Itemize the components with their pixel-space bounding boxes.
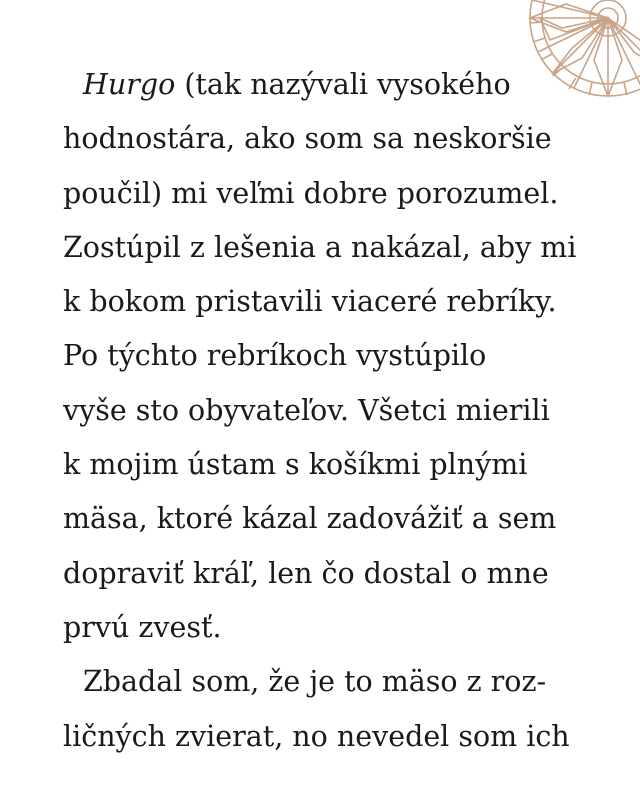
text-line: poučil) mi veľmi dobre porozumel. — [63, 176, 559, 210]
text-line: Hurgo (tak nazývali vysokého — [83, 68, 511, 101]
text-line: k bokom pristavili viaceré rebríky. — [63, 285, 557, 319]
text-line: hodnostára, ako som sa neskoršie — [63, 122, 552, 156]
text-line: Po týchto rebríkoch vystúpilo — [63, 339, 487, 373]
text-line: k mojim ústam s košíkmi plnými — [63, 448, 528, 482]
italic-word: Hurgo — [83, 68, 176, 101]
body-text — [63, 58, 603, 764]
text-line: Zbadal som, že je to mäso z roz- — [83, 665, 547, 699]
text-line: vyše sto obyvateľov. Všetci mierili — [63, 393, 550, 427]
text-line: dopraviť kráľ, len čo dostal o mne — [63, 556, 549, 590]
text-line: mäsa, ktoré kázal zadovážiť a sem — [63, 502, 557, 536]
text-line: ličných zvierat, no nevedel som ich — [63, 719, 570, 753]
text-line: prvú zvesť. — [63, 610, 222, 644]
text-line: Zostúpil z lešenia a nakázal, aby mi — [63, 230, 577, 264]
